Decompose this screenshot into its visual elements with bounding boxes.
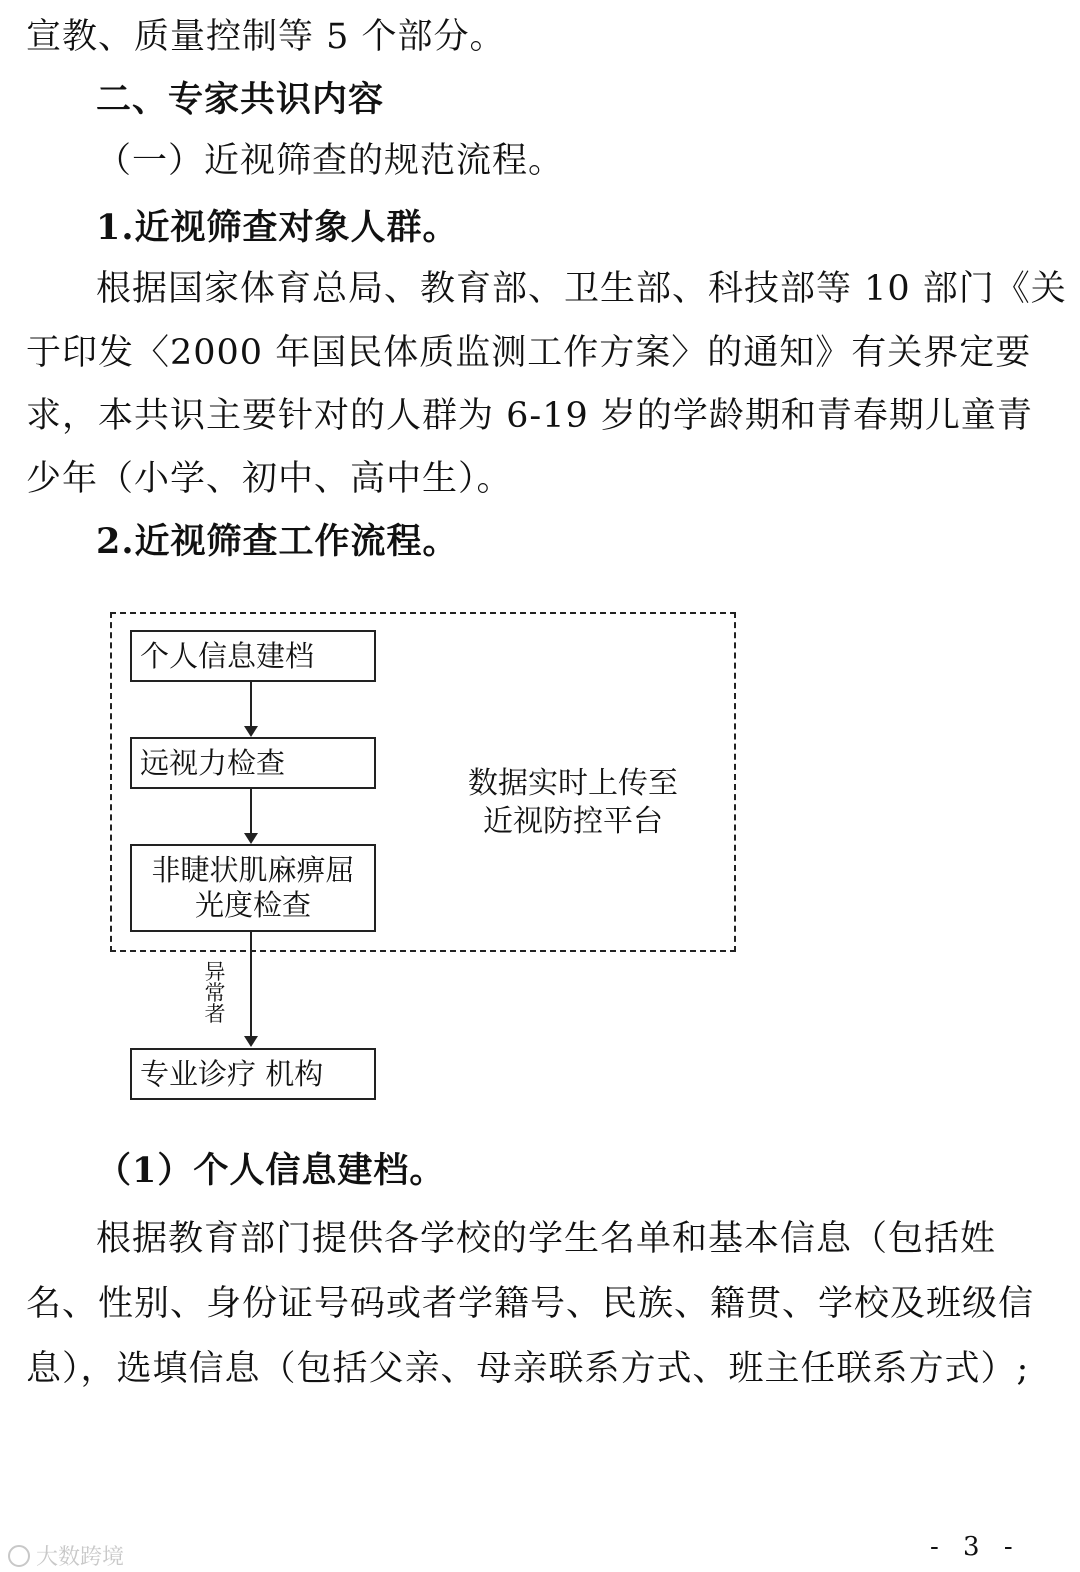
- down-arrow-icon: [250, 932, 252, 1045]
- subitem-title: （1）个人信息建档。: [96, 1150, 446, 1191]
- flow-step-label: 非睫状肌麻痹屈: [151, 853, 355, 888]
- item-title: 1.近视筛查对象人群。: [96, 207, 459, 248]
- paragraph-line: 于印发〈2000 年国民体质监测工作方案〉的通知》有关界定要: [26, 333, 1032, 373]
- platform-note-line: 数据实时上传至: [468, 766, 678, 801]
- abnormal-label: 异 常 者: [204, 960, 226, 1026]
- down-arrow-icon: [250, 682, 252, 735]
- flow-step-label: 光度检查: [194, 888, 311, 922]
- platform-note-line: 近视防控平台: [483, 804, 663, 839]
- item-title: 2.近视筛查工作流程。: [96, 521, 459, 562]
- flow-step-label: 专业诊疗 机构: [140, 1056, 324, 1091]
- flow-step-refraction: [130, 844, 376, 932]
- watermark-text: 大数跨境: [36, 1545, 125, 1570]
- flow-step-referral: [130, 1048, 376, 1100]
- paragraph-line: 根据国家体育总局、教育部、卫生部、科技部等 10 部门《关: [96, 269, 1067, 309]
- text-line: 宣教、质量控制等 5 个部分。: [26, 17, 506, 57]
- paragraph-line: 根据教育部门提供各学校的学生名单和基本信息（包括姓: [96, 1219, 997, 1259]
- paragraph-line: 息），选填信息（包括父亲、母亲联系方式、班主任联系方式）;: [26, 1349, 1030, 1389]
- flow-step-vision-test: [130, 737, 376, 789]
- subsection-heading: （一）近视筛查的规范流程。: [96, 141, 565, 181]
- paragraph-line: 名、性别、身份证号码或者学籍号、民族、籍贯、学校及班级信: [26, 1284, 1035, 1324]
- paragraph-line: 求，本共识主要针对的人群为 6-19 岁的学龄期和青春期儿童青: [26, 396, 1033, 436]
- flow-step-label: 个人信息建档: [140, 638, 315, 673]
- platform-note: [448, 765, 698, 841]
- watermark-logo-icon: [8, 1545, 30, 1567]
- watermark: [8, 1540, 124, 1571]
- paragraph-line: 少年（小学、初中、高中生）。: [26, 459, 513, 499]
- flow-step-label: 远视力检查: [140, 745, 286, 780]
- section-heading: 二、专家共识内容: [96, 79, 385, 120]
- flow-step-archive: [130, 630, 376, 682]
- down-arrow-icon: [250, 789, 252, 842]
- page-number: - 3 -: [930, 1532, 1021, 1562]
